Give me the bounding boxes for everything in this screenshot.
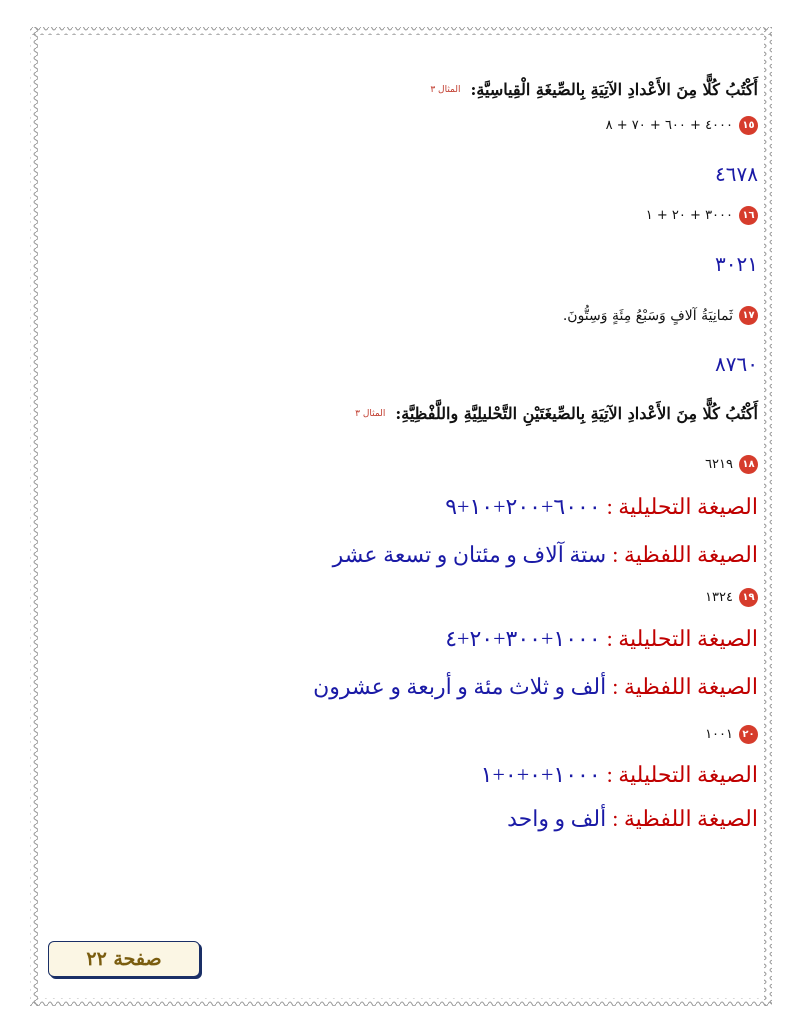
verbal-form-line — [313, 674, 758, 700]
problem-text: ٤٠٠٠ + ٦٠٠ + ٧٠ + ٨ — [605, 118, 733, 133]
page-number-tab — [48, 941, 200, 977]
problem-item — [563, 306, 758, 325]
analytic-form-label: الصيغة التحليلية : — [606, 762, 758, 787]
example-reference: المثال ٣ — [430, 84, 461, 95]
problem-text: ٣٠٠٠ + ٢٠ + ١ — [645, 208, 733, 223]
verbal-form-value: ألف و ثلاث مئة و أربعة و عشرون — [313, 674, 607, 699]
problem-item — [705, 455, 758, 474]
verbal-form-label: الصيغة اللفظية : — [612, 806, 758, 831]
problem-number-badge: ١٦ — [739, 206, 758, 225]
problem-text: ١٣٢٤ — [705, 590, 733, 605]
verbal-form-line — [507, 806, 758, 832]
section-instruction — [355, 404, 758, 423]
analytic-form-line — [481, 762, 758, 788]
problem-number-badge: ٢٠ — [739, 725, 758, 744]
analytic-form-label: الصيغة التحليلية : — [606, 626, 758, 651]
answer-text: ٣٠٢١ — [715, 252, 758, 276]
problem-text: ١٠٠١ — [705, 727, 733, 742]
analytic-form-label: الصيغة التحليلية : — [606, 494, 758, 519]
verbal-form-value: ألف و واحد — [507, 806, 607, 831]
analytic-form-value: ١٠٠٠+٠+٠+١ — [480, 762, 601, 787]
problem-number-badge: ١٥ — [739, 116, 758, 135]
analytic-form-line — [445, 494, 758, 520]
problem-number-badge: ١٧ — [739, 306, 758, 325]
page-number-label: صفحة ٢٢ — [86, 948, 162, 970]
problem-item — [705, 725, 758, 744]
verbal-form-label: الصيغة اللفظية : — [612, 542, 758, 567]
problem-item — [646, 206, 758, 225]
instruction-text: أَكْتُبُ كُلًّا مِنَ الأَعْدادِ الآتِيَةِ بِالصِّيغَةِ الْقِياسِيَّةِ: — [470, 80, 758, 99]
verbal-form-line — [333, 542, 758, 568]
verbal-form-value: ستة آلاف و مئتان و تسعة عشر — [332, 542, 607, 567]
problem-number-badge: ١٩ — [739, 588, 758, 607]
worksheet-content — [40, 70, 758, 960]
analytic-form-value: ٦٠٠٠+٢٠٠+١٠+٩ — [445, 494, 601, 519]
problem-item — [606, 116, 758, 135]
problem-number-badge: ١٨ — [739, 455, 758, 474]
problem-item — [705, 588, 758, 607]
section-instruction — [430, 80, 758, 99]
example-reference: المثال ٣ — [355, 408, 386, 419]
analytic-form-value: ١٠٠٠+٣٠٠+٢٠+٤ — [445, 626, 601, 651]
verbal-form-label: الصيغة اللفظية : — [612, 674, 758, 699]
analytic-form-line — [445, 626, 758, 652]
answer-text: ٨٧٦٠ — [715, 352, 758, 376]
instruction-text: أَكْتُبُ كُلًّا مِنَ الأَعْدادِ الآتِيَةِ بِالصِّيغَتَيْنِ التَّحْليلِيَّةِ واللَّفْظِيَّةِ: — [395, 404, 758, 423]
problem-text: ٦٢١٩ — [705, 457, 733, 472]
answer-text: ٤٦٧٨ — [715, 162, 758, 186]
problem-text: ثَمانِيَةُ آلافٍ وَسَبْعُ مِئَةٍ وَسِتُّونَ. — [562, 307, 733, 324]
